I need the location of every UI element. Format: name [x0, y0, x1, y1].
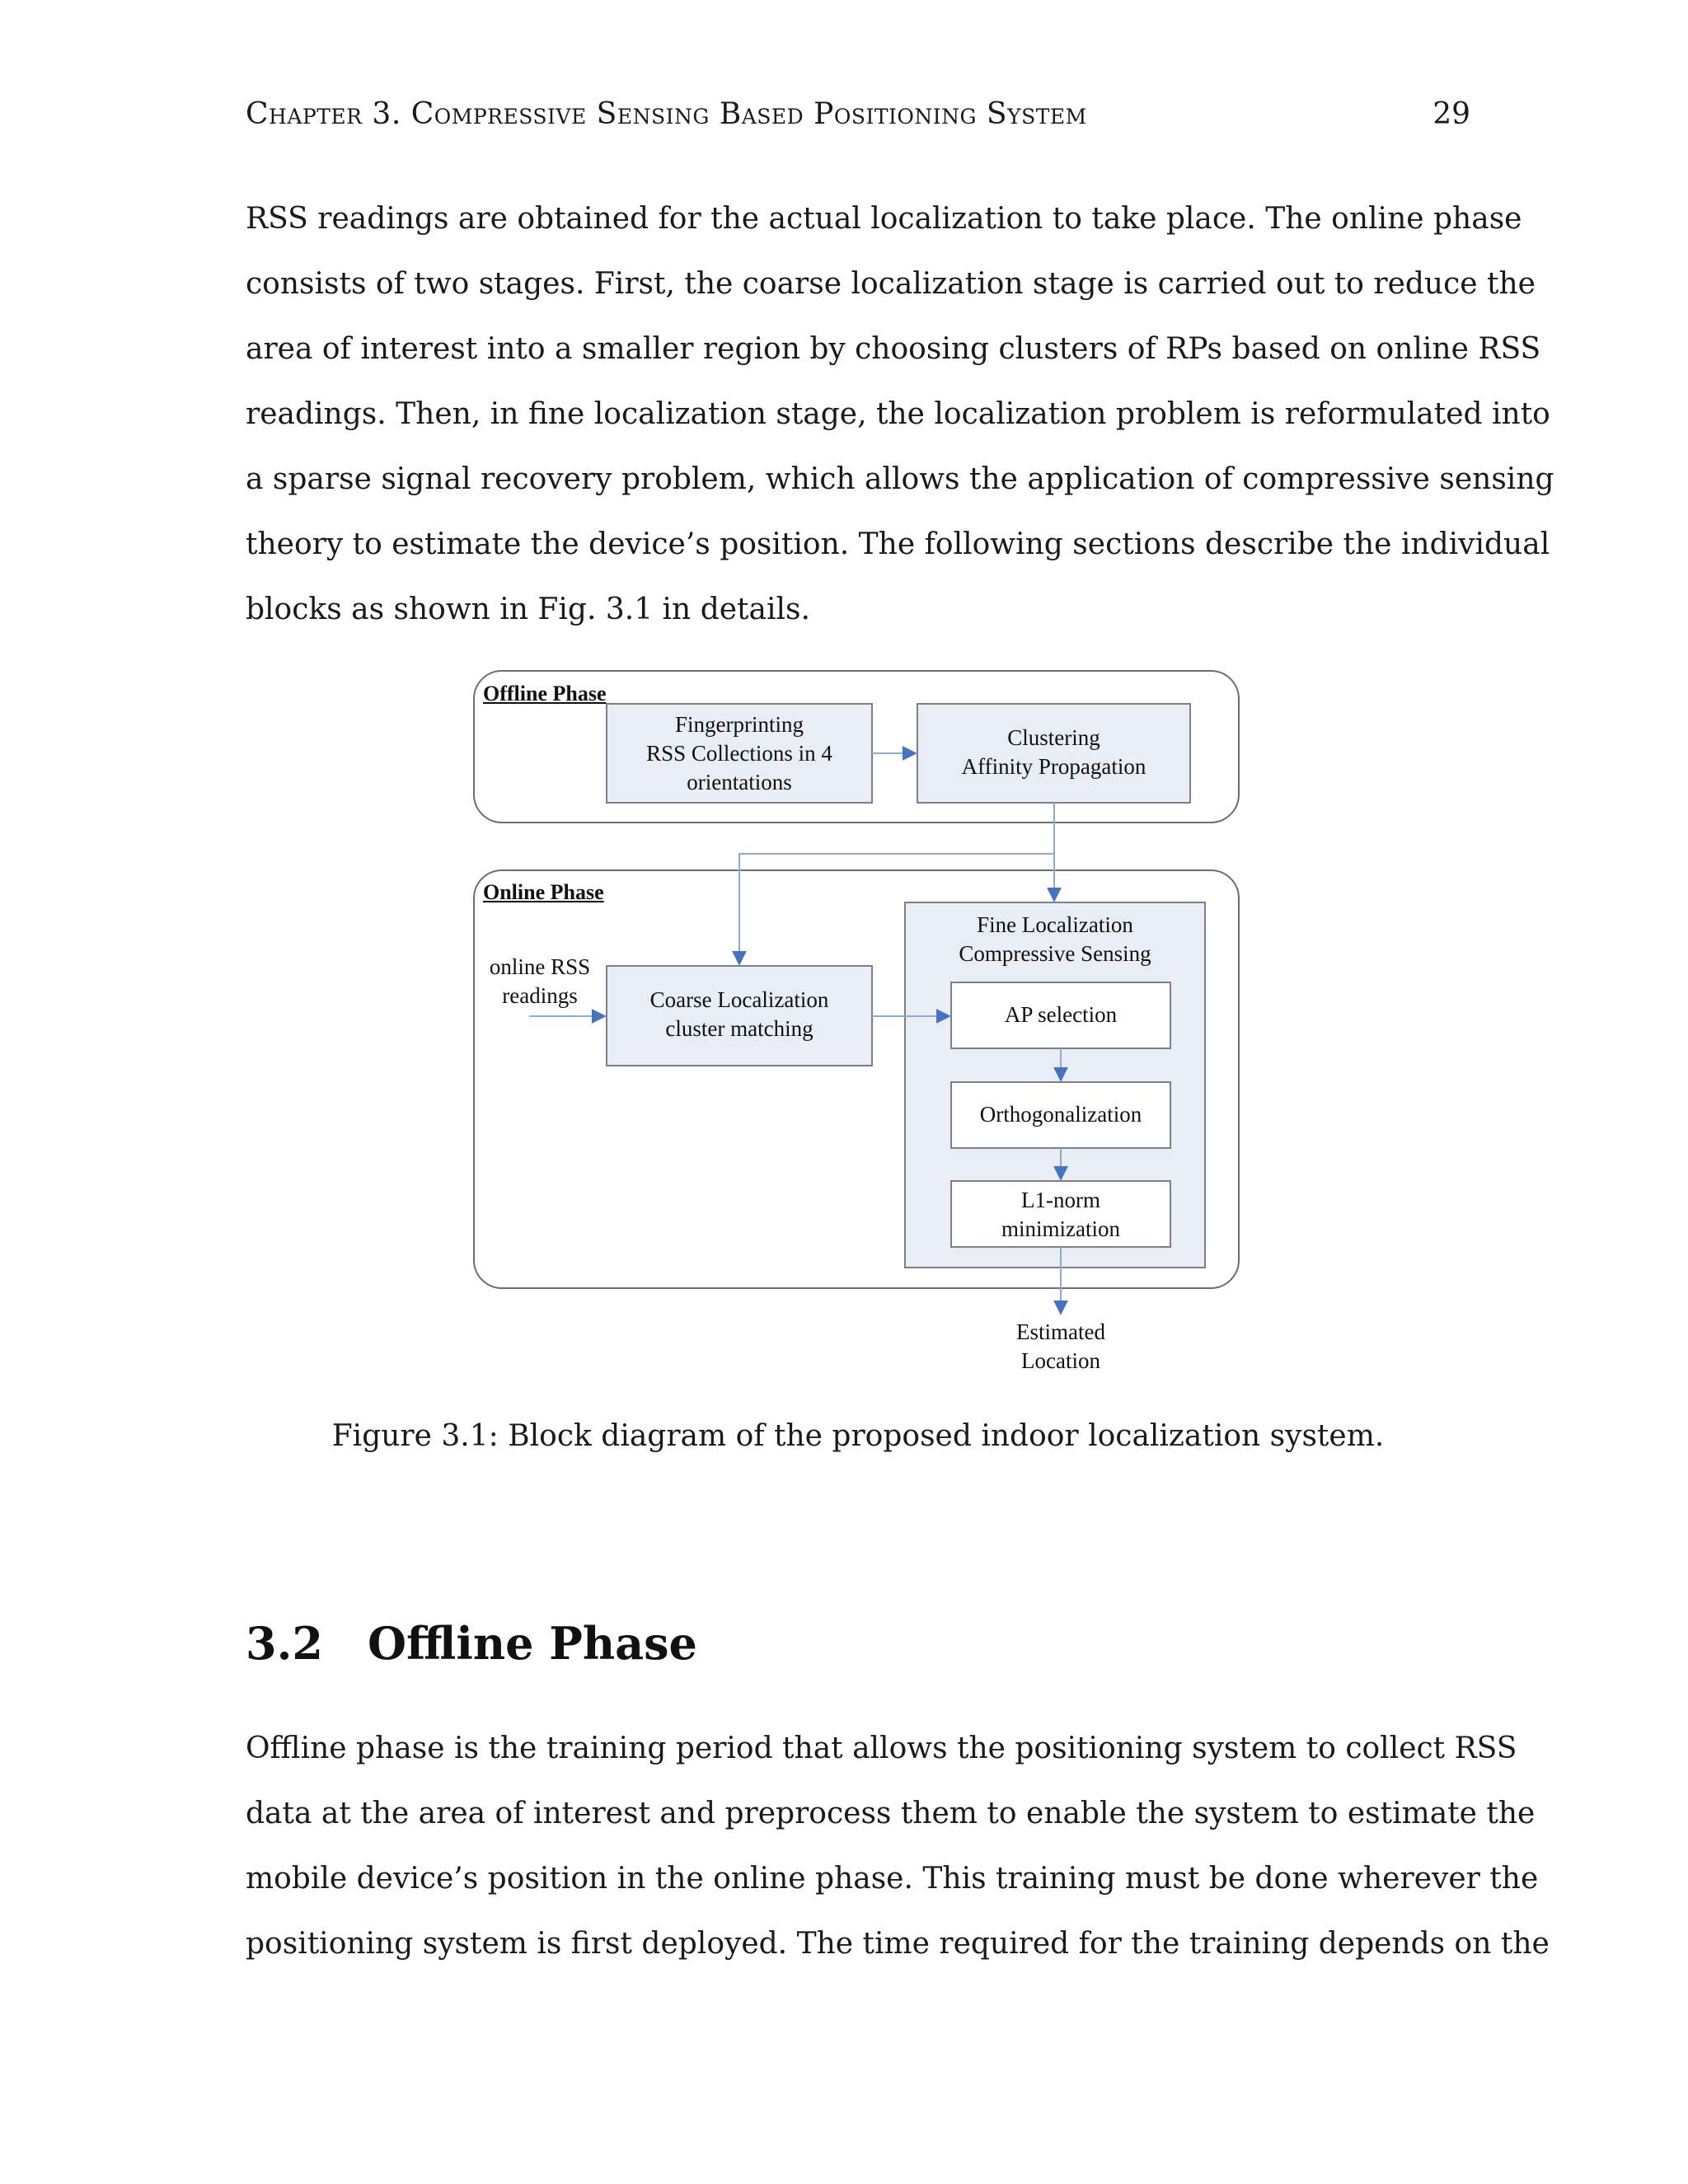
coarse-localization-title: Coarse Localization — [649, 987, 829, 1012]
paragraph-line: readings. Then, in fine localization stage, the localization problem is reformulated into — [246, 397, 1550, 431]
online-phase-label: Online Phase — [483, 880, 604, 904]
fingerprinting-line2: orientations — [687, 770, 792, 794]
offline-phase-label: Offline Phase — [483, 682, 607, 705]
fingerprinting-line1: RSS Collections in 4 — [646, 741, 832, 766]
coarse-localization-text — [607, 986, 872, 1043]
fine-localization-subtitle: Compressive Sensing — [959, 941, 1151, 966]
paragraph-line: area of interest into a smaller region by choosing clusters of RPs based on online RSS — [246, 332, 1541, 366]
l1-norm-text — [951, 1186, 1170, 1244]
section-number: 3.2 — [246, 1617, 323, 1670]
paragraph-line: a sparse signal recovery problem, which allows the application of compressive sensing — [246, 462, 1554, 496]
online-input-line2: readings — [502, 983, 578, 1008]
orthogonalization-label: Orthogonalization — [979, 1102, 1142, 1127]
output-line2: Location — [1021, 1348, 1100, 1373]
online-input-text — [478, 953, 602, 1010]
fine-localization-title: Fine Localization — [977, 912, 1133, 937]
ap-selection-label: AP selection — [1004, 1002, 1118, 1027]
section-paragraph — [246, 1716, 1550, 1976]
paragraph-line: Offline phase is the training period that allows the positioning system to collect RSS — [246, 1732, 1517, 1765]
paragraph-line: positioning system is first deployed. The time required for the training depends on the — [246, 1927, 1550, 1961]
paragraph-line: consists of two stages. First, the coarse localization stage is carried out to reduce the — [246, 267, 1536, 301]
clustering-subtitle: Affinity Propagation — [961, 754, 1146, 779]
coarse-localization-subtitle: cluster matching — [665, 1016, 814, 1041]
l1-norm-line1: L1-norm — [1021, 1188, 1100, 1212]
fine-localization-text — [905, 911, 1205, 968]
clustering-text — [917, 724, 1190, 781]
paragraph-line: data at the area of interest and preprocess them to enable the system to estimate the — [246, 1797, 1536, 1830]
output-line1: Estimated — [1016, 1319, 1105, 1344]
clustering-title: Clustering — [1007, 725, 1100, 750]
online-input-line1: online RSS — [489, 954, 591, 979]
paragraph-line: RSS readings are obtained for the actual localization to take place. The online phase — [246, 202, 1522, 236]
chapter-title: Chapter 3. Compressive Sensing Based Positioning System — [246, 97, 1087, 131]
fingerprinting-text — [607, 710, 872, 797]
paragraph-line: theory to estimate the device’s position. The following sections describe the individual — [246, 527, 1550, 561]
l1-norm-line2: minimization — [1001, 1216, 1120, 1241]
page-number: 29 — [1432, 97, 1470, 131]
paragraph-line: blocks as shown in Fig. 3.1 in details. — [246, 593, 810, 626]
fingerprinting-title: Fingerprinting — [675, 712, 804, 737]
section-title: Offline Phase — [368, 1617, 697, 1670]
paragraph-line: mobile device’s position in the online phase. This training must be done wherever the — [246, 1862, 1539, 1896]
output-text — [978, 1318, 1143, 1376]
figure-caption: Figure 3.1: Block diagram of the proposed indoor localization system. — [331, 1419, 1385, 1453]
